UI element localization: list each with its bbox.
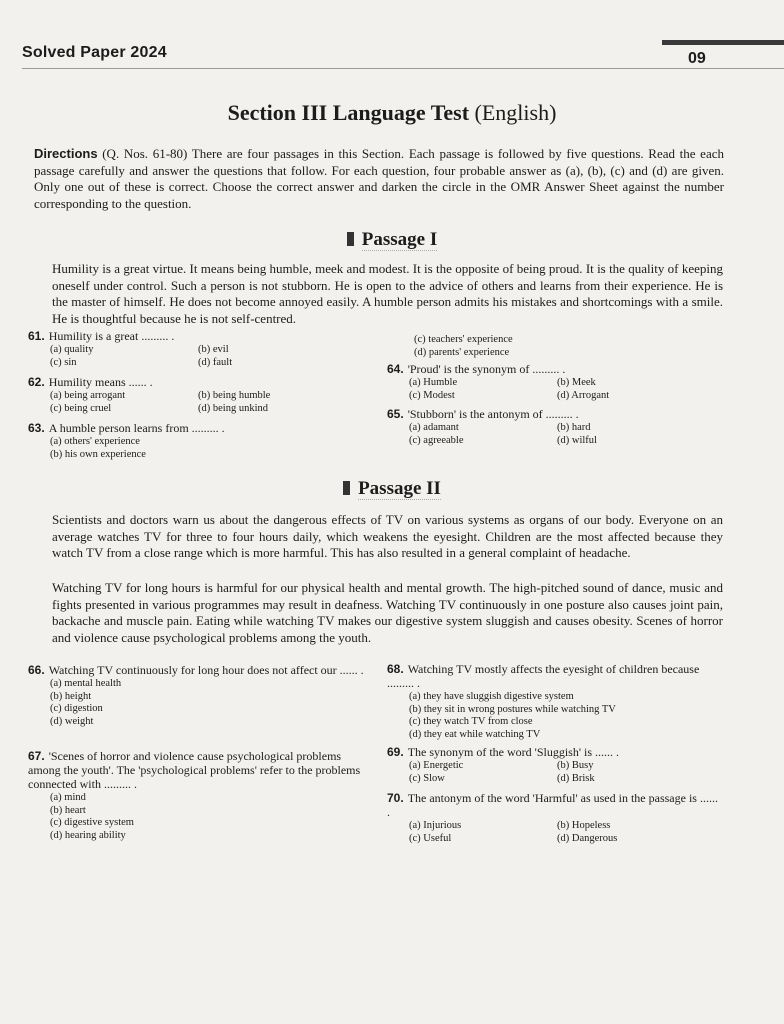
options bbox=[409, 422, 722, 447]
option-c[interactable]: (c) agreeable bbox=[409, 434, 464, 446]
options bbox=[409, 377, 722, 402]
directions-label: Directions bbox=[34, 146, 98, 161]
question-67 bbox=[28, 750, 368, 842]
question-number: 65. bbox=[387, 407, 404, 421]
options bbox=[409, 760, 722, 785]
option-b[interactable]: (b) height bbox=[50, 690, 92, 702]
option-b[interactable]: (b) his own experience bbox=[50, 448, 146, 460]
section-title-bold: Section III Language Test bbox=[227, 100, 470, 125]
passage-1-text: Humility is a great virtue. It means being humble, meek and modest. It is the opposite of being proud. It is the quality of keeping oneself under control. Such a person is not stubborn. He is open to the advice of others and learns from their experience. He is the master of himself. He does not become annoyed easily. A humble person admits his mistakes and shortcomings with a smile. He is thoughtful because he is not self-centred. bbox=[52, 261, 723, 326]
option-a[interactable]: (a) mental health bbox=[50, 678, 122, 689]
option-c[interactable]: (c) digestive system bbox=[50, 817, 134, 828]
question-number: 63. bbox=[28, 421, 45, 435]
option-c[interactable]: (c) Modest bbox=[409, 389, 455, 401]
option-a[interactable]: (a) others' experience bbox=[50, 436, 140, 447]
passage-marker-icon bbox=[343, 481, 350, 495]
options bbox=[409, 691, 722, 741]
question-number: 66. bbox=[28, 663, 45, 677]
option-d[interactable]: (d) fault bbox=[198, 356, 233, 368]
option-c[interactable]: (c) sin bbox=[50, 356, 77, 368]
passage-marker-icon bbox=[347, 232, 354, 246]
question-63 bbox=[28, 422, 358, 461]
option-b[interactable]: (b) evil bbox=[198, 344, 229, 355]
question-text: A humble person learns from ......... . bbox=[48, 421, 225, 435]
question-number: 61. bbox=[28, 329, 45, 343]
option-a[interactable]: (a) Injurious bbox=[409, 820, 462, 831]
option-d[interactable]: (d) they eat while watching TV bbox=[409, 728, 541, 740]
page-number: 09 bbox=[688, 50, 706, 67]
section-title-rest: (English) bbox=[469, 100, 557, 125]
question-62 bbox=[28, 376, 358, 415]
option-b[interactable]: (b) Meek bbox=[557, 377, 596, 388]
options bbox=[50, 436, 358, 461]
options bbox=[50, 390, 358, 415]
header-bar bbox=[662, 40, 784, 45]
option-a[interactable]: (a) Energetic bbox=[409, 760, 464, 771]
option-b[interactable]: (b) they sit in wrong postures while watching TV bbox=[409, 703, 616, 715]
question-61 bbox=[28, 330, 358, 369]
option-d[interactable]: (d) Dangerous bbox=[557, 832, 618, 844]
option-d[interactable]: (d) hearing ability bbox=[50, 829, 126, 841]
section-title bbox=[0, 100, 784, 126]
option-b[interactable]: (b) Hopeless bbox=[557, 820, 611, 831]
question-text: The synonym of the word 'Sluggish' is ...... . bbox=[407, 745, 620, 759]
options bbox=[409, 820, 722, 845]
option-c[interactable]: (c) being cruel bbox=[50, 402, 112, 414]
options bbox=[50, 792, 368, 842]
option-c[interactable]: (c) they watch TV from close bbox=[409, 716, 533, 727]
question-number: 62. bbox=[28, 375, 45, 389]
question-text: 'Proud' is the synonym of ......... . bbox=[407, 362, 566, 376]
option-a[interactable]: (a) mind bbox=[50, 792, 86, 803]
option-d[interactable]: (d) being unkind bbox=[198, 402, 268, 414]
question-64 bbox=[387, 363, 722, 402]
question-number: 70. bbox=[387, 791, 404, 805]
passage-2-title-text: Passage II bbox=[358, 478, 441, 499]
question-text: Watching TV mostly affects the eyesight of children because ......... . bbox=[387, 662, 700, 690]
question-69 bbox=[387, 746, 722, 785]
question-68 bbox=[387, 663, 722, 741]
question-63-continued bbox=[392, 334, 722, 359]
question-text: 'Stubborn' is the antonym of ......... . bbox=[407, 407, 579, 421]
option-a[interactable]: (a) adamant bbox=[409, 422, 459, 433]
option-c[interactable]: (c) digestion bbox=[50, 703, 103, 714]
options bbox=[50, 678, 368, 728]
option-a[interactable]: (a) Humble bbox=[409, 377, 458, 388]
option-d[interactable]: (d) weight bbox=[50, 715, 94, 727]
options bbox=[50, 344, 358, 369]
directions bbox=[34, 146, 724, 212]
option-a[interactable]: (a) quality bbox=[50, 344, 94, 355]
question-number: 64. bbox=[387, 362, 404, 376]
passage-2-text-1: Scientists and doctors warn us about the dangerous effects of TV on various systems as organs of our body. Everyone on an average watches TV for three to four hours daily, which weakens the eyesight. Children are the most affected because they watch TV from a close range which is more harmful. This has also resulted in a general complaint of headache. bbox=[52, 512, 723, 560]
question-text: Humility means ...... . bbox=[48, 375, 153, 389]
option-c[interactable]: (c) Useful bbox=[409, 832, 452, 844]
question-text: The antonym of the word 'Harmful' as used in the passage is ...... . bbox=[387, 791, 718, 819]
option-b[interactable]: (b) heart bbox=[50, 804, 86, 816]
option-d[interactable]: (d) Brisk bbox=[557, 772, 595, 784]
passage-2-title bbox=[0, 478, 784, 500]
header-title: Solved Paper 2024 bbox=[22, 44, 167, 61]
header-divider bbox=[22, 68, 784, 69]
option-d[interactable]: (d) wilful bbox=[557, 434, 597, 446]
question-number: 68. bbox=[387, 662, 404, 676]
passage-2-text-2: Watching TV for long hours is harmful for our physical health and mental growth. The high-pitched sound of dance, music and fights presented in various programmes may result in deafness. Watching TV continuously in one posture also causes joint pain, backache and muscle pain. Eating while watching TV makes our digestive system sluggish and causes obesity. Scenes of horror and violence cause psychological problems among the youth. bbox=[52, 580, 723, 645]
options bbox=[414, 334, 722, 359]
option-b[interactable]: (b) being humble bbox=[198, 390, 271, 401]
question-text: Watching TV continuously for long hour does not affect our ...... . bbox=[48, 663, 364, 677]
passage-1-title-text: Passage I bbox=[361, 229, 438, 250]
option-a[interactable]: (a) being arrogant bbox=[50, 390, 126, 401]
option-c[interactable]: (c) Slow bbox=[409, 772, 445, 784]
question-number: 69. bbox=[387, 745, 404, 759]
question-66 bbox=[28, 664, 368, 728]
option-a[interactable]: (a) they have sluggish digestive system bbox=[409, 691, 574, 702]
option-d[interactable]: (d) Arrogant bbox=[557, 389, 610, 401]
option-c[interactable]: (c) teachers' experience bbox=[414, 334, 513, 345]
question-70 bbox=[387, 792, 722, 845]
question-number: 67. bbox=[28, 749, 45, 763]
passage-1-title bbox=[0, 229, 784, 251]
question-text: 'Scenes of horror and violence cause psychological problems among the youth'. The 'psychological problems' refer to the problems connected with ......... . bbox=[28, 749, 361, 791]
question-65 bbox=[387, 408, 722, 447]
question-text: Humility is a great ......... . bbox=[48, 329, 175, 343]
option-b[interactable]: (b) hard bbox=[557, 422, 591, 433]
directions-text: (Q. Nos. 61-80) There are four passages in this Section. Each passage is followed by five questions. Read the each passage carefully and answer the questions that follow. For each question, four probable answer as (a), (b), (c) and (d) are given. Only one out of these is correct. Choose the correct answer and darken the circle in the OMR Answer Sheet against the number corresponding to the question. bbox=[34, 146, 724, 211]
option-b[interactable]: (b) Busy bbox=[557, 760, 594, 771]
option-d[interactable]: (d) parents' experience bbox=[414, 346, 510, 358]
